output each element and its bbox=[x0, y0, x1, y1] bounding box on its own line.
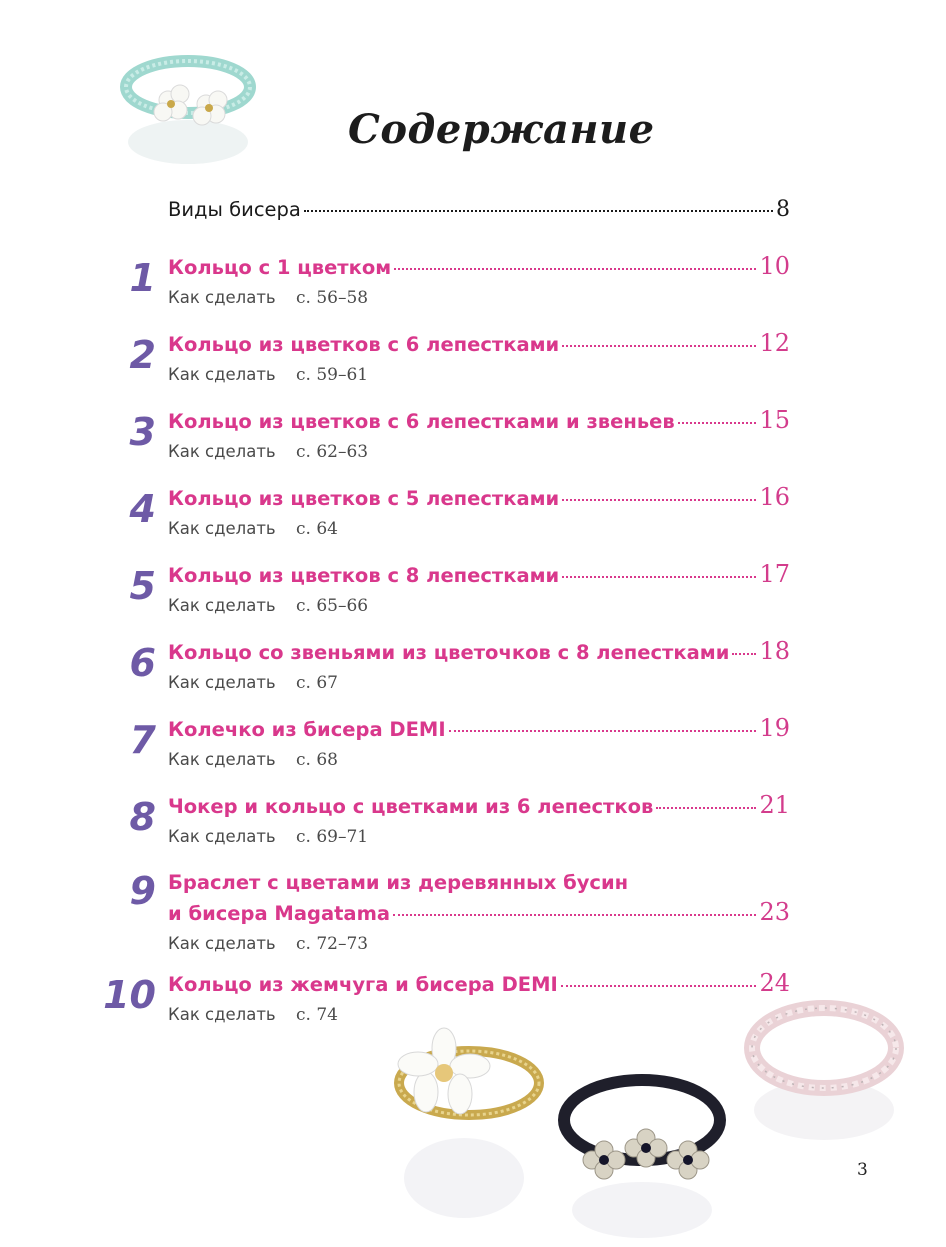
dot-leader bbox=[561, 985, 757, 987]
entry-page: 12 bbox=[759, 329, 790, 357]
ring-photo-mint bbox=[108, 32, 268, 182]
entry-title: Кольцо с 1 цветком bbox=[168, 256, 392, 279]
how-to-line bbox=[168, 827, 368, 847]
entry-page: 18 bbox=[759, 637, 790, 665]
entry-title-line[interactable] bbox=[168, 637, 790, 667]
entry-title: и бисера Magatama bbox=[168, 902, 391, 925]
how-to-line bbox=[168, 934, 368, 954]
entry-number: 10 bbox=[103, 973, 156, 1017]
how-to-label: Как сделать bbox=[168, 288, 276, 307]
page-title: Содержание bbox=[348, 106, 655, 153]
entry-title-line[interactable] bbox=[168, 898, 790, 928]
entry-title-line[interactable] bbox=[168, 714, 790, 744]
how-to-pages: с. 67 bbox=[296, 673, 338, 693]
dot-leader bbox=[678, 422, 757, 424]
how-to-line bbox=[168, 365, 368, 385]
how-to-line bbox=[168, 673, 338, 693]
entry-title: Чокер и кольцо с цветками из 6 лепестков bbox=[168, 795, 654, 818]
entry-page: 16 bbox=[759, 483, 790, 511]
how-to-pages: с. 62–63 bbox=[296, 442, 369, 462]
how-to-pages: с. 59–61 bbox=[296, 365, 369, 385]
how-to-line bbox=[168, 750, 338, 770]
entry-title: Кольцо из цветков с 5 лепестками bbox=[168, 487, 560, 510]
entry-number: 8 bbox=[129, 795, 156, 839]
how-to-pages: с. 56–58 bbox=[296, 288, 369, 308]
how-to-label: Как сделать bbox=[168, 442, 276, 461]
entry-page: 23 bbox=[759, 898, 790, 926]
entry-title-line[interactable] bbox=[168, 483, 790, 513]
entry-page: 24 bbox=[759, 969, 790, 997]
entry-title: Кольцо со звеньями из цветочков с 8 лепестками bbox=[168, 641, 730, 664]
how-to-label: Как сделать bbox=[168, 827, 276, 846]
entry-page: 15 bbox=[759, 406, 790, 434]
entry-title-line[interactable] bbox=[168, 791, 790, 821]
entry-number: 9 bbox=[129, 869, 156, 913]
how-to-line bbox=[168, 442, 368, 462]
dot-leader bbox=[732, 653, 756, 655]
how-to-line bbox=[168, 519, 338, 539]
entry-number: 4 bbox=[129, 487, 156, 531]
ring-photo-pink-pearl bbox=[732, 970, 914, 1160]
entry-title-line[interactable] bbox=[168, 560, 790, 590]
toc-intro-label: Виды бисера bbox=[168, 198, 301, 221]
how-to-label: Как сделать bbox=[168, 934, 276, 953]
entry-title-line[interactable] bbox=[168, 969, 790, 999]
entry-title: Кольцо из цветков с 6 лепестками bbox=[168, 333, 560, 356]
page-number: 3 bbox=[857, 1160, 868, 1180]
entry-number: 1 bbox=[129, 256, 156, 300]
ring-photo-gold-pearl bbox=[374, 1008, 544, 1238]
dot-leader bbox=[656, 807, 756, 809]
entry-title-line[interactable] bbox=[168, 406, 790, 436]
how-to-pages: с. 69–71 bbox=[296, 827, 369, 847]
how-to-label: Как сделать bbox=[168, 519, 276, 538]
ring-photo-black-silver bbox=[552, 1060, 732, 1245]
dot-leader bbox=[394, 268, 756, 270]
entry-page: 17 bbox=[759, 560, 790, 588]
dot-leader bbox=[304, 210, 773, 212]
entry-number: 7 bbox=[129, 718, 156, 762]
entry-number: 3 bbox=[129, 410, 156, 454]
how-to-line bbox=[168, 288, 368, 308]
how-to-pages: с. 74 bbox=[296, 1005, 338, 1025]
dot-leader bbox=[562, 345, 756, 347]
entry-number: 6 bbox=[129, 641, 156, 685]
entry-title-first-line: Браслет с цветами из деревянных бусин bbox=[168, 871, 629, 894]
how-to-label: Как сделать bbox=[168, 1005, 276, 1024]
how-to-line bbox=[168, 596, 368, 616]
how-to-label: Как сделать bbox=[168, 596, 276, 615]
entry-title-line[interactable] bbox=[168, 329, 790, 359]
entry-title: Колечко из бисера DEMI bbox=[168, 718, 446, 741]
dot-leader bbox=[562, 576, 756, 578]
how-to-label: Как сделать bbox=[168, 365, 276, 384]
entry-title-line[interactable] bbox=[168, 252, 790, 282]
entry-number: 5 bbox=[129, 564, 156, 608]
toc-intro-page: 8 bbox=[776, 197, 790, 222]
how-to-pages: с. 68 bbox=[296, 750, 338, 770]
how-to-label: Как сделать bbox=[168, 673, 276, 692]
entry-title: Кольцо из жемчуга и бисера DEMI bbox=[168, 973, 558, 996]
how-to-pages: с. 65–66 bbox=[296, 596, 369, 616]
entry-page: 10 bbox=[759, 252, 790, 280]
entry-title: Кольцо из цветков с 6 лепестками и звеньев bbox=[168, 410, 675, 433]
how-to-pages: с. 64 bbox=[296, 519, 338, 539]
toc-intro-line[interactable] bbox=[168, 196, 790, 224]
entry-title: Кольцо из цветков с 8 лепестками bbox=[168, 564, 560, 587]
how-to-line bbox=[168, 1005, 338, 1025]
dot-leader bbox=[562, 499, 756, 501]
how-to-label: Как сделать bbox=[168, 750, 276, 769]
entry-page: 21 bbox=[759, 791, 790, 819]
how-to-pages: с. 72–73 bbox=[296, 934, 369, 954]
entry-number: 2 bbox=[129, 333, 156, 377]
entry-page: 19 bbox=[759, 714, 790, 742]
dot-leader bbox=[449, 730, 757, 732]
dot-leader bbox=[393, 914, 756, 916]
